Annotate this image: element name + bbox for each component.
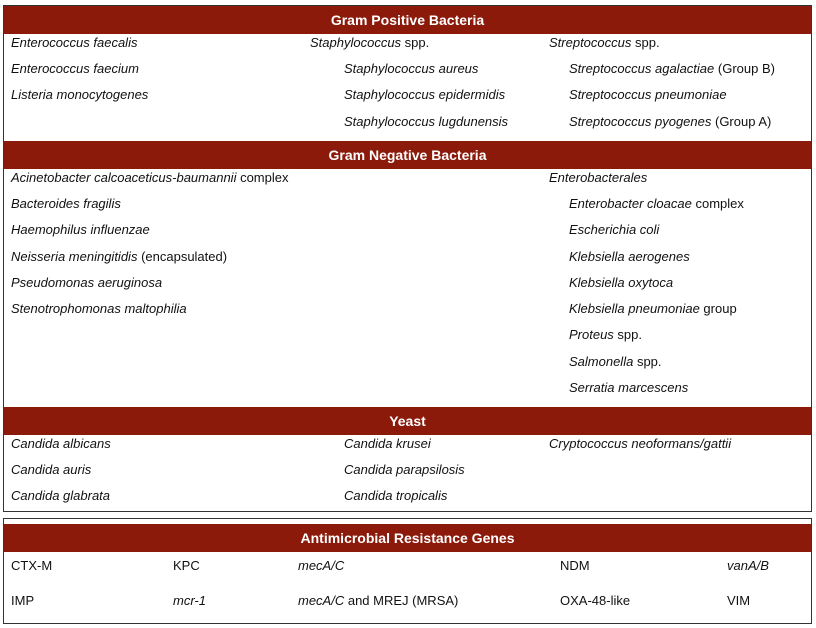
organism-item: Escherichia coli	[569, 222, 660, 237]
resistance-gene-item: CTX-M	[11, 558, 53, 573]
organism-item: Listeria monocytogenes	[11, 87, 149, 102]
organism-item: Streptococcus spp.	[549, 35, 660, 50]
resistance-gene-item: KPC	[173, 558, 200, 573]
organism-item: Streptococcus agalactiae (Group B)	[569, 61, 775, 76]
resistance-gene-item: vanA/B	[727, 558, 769, 573]
organism-item: Salmonella spp.	[569, 354, 662, 369]
organism-item: Bacteroides fragilis	[11, 196, 121, 211]
section-header-yeast: Yeast	[4, 407, 811, 435]
organism-item: Enterobacterales	[549, 170, 648, 185]
organism-item: Enterococcus faecium	[11, 61, 139, 76]
organism-item: Klebsiella pneumoniae group	[569, 301, 737, 316]
organism-item: Haemophilus influenzae	[11, 222, 150, 237]
organism-item: Streptococcus pyogenes (Group A)	[569, 114, 772, 129]
organism-item: Pseudomonas aeruginosa	[11, 275, 163, 290]
resistance-gene-item: mcr-1	[173, 593, 206, 608]
organism-item: Candida tropicalis	[344, 488, 448, 503]
organism-item: Staphylococcus aureus	[344, 61, 479, 76]
organism-item: Klebsiella aerogenes	[569, 249, 690, 264]
organism-item: Streptococcus pneumoniae	[569, 87, 727, 102]
resistance-gene-item: IMP	[11, 593, 35, 608]
organism-item: Enterobacter cloacae complex	[569, 196, 744, 211]
organism-item: Cryptococcus neoformans/gattii	[549, 436, 732, 451]
organism-item: Stenotrophomonas maltophilia	[11, 301, 187, 316]
organism-item: Proteus spp.	[569, 327, 642, 342]
organism-item: Staphylococcus spp.	[310, 35, 430, 50]
organism-item: Staphylococcus epidermidis	[344, 87, 506, 102]
organism-item: Staphylococcus lugdunensis	[344, 114, 509, 129]
section-header-gram-negative: Gram Negative Bacteria	[4, 141, 811, 169]
resistance-gene-item: VIM	[727, 593, 751, 608]
organism-item: Acinetobacter calcoaceticus-baumannii complex	[11, 170, 289, 185]
organism-item: Serratia marcescens	[569, 380, 689, 395]
resistance-gene-item: NDM	[560, 558, 590, 573]
organism-item: Candida auris	[11, 462, 92, 477]
organism-item: Candida krusei	[344, 436, 431, 451]
resistance-gene-item: mecA/C and MREJ (MRSA)	[298, 593, 459, 608]
resistance-gene-item: mecA/C	[298, 558, 345, 573]
organism-item: Candida parapsilosis	[344, 462, 465, 477]
organism-item: Klebsiella oxytoca	[569, 275, 674, 290]
section-header-amr: Antimicrobial Resistance Genes	[4, 524, 811, 552]
organism-item: Neisseria meningitidis (encapsulated)	[11, 249, 228, 264]
resistance-gene-item: OXA-48-like	[560, 593, 631, 608]
organism-item: Candida glabrata	[11, 488, 111, 503]
section-header-gram-positive: Gram Positive Bacteria	[4, 6, 811, 34]
organism-item: Enterococcus faecalis	[11, 35, 138, 50]
organism-item: Candida albicans	[11, 436, 111, 451]
